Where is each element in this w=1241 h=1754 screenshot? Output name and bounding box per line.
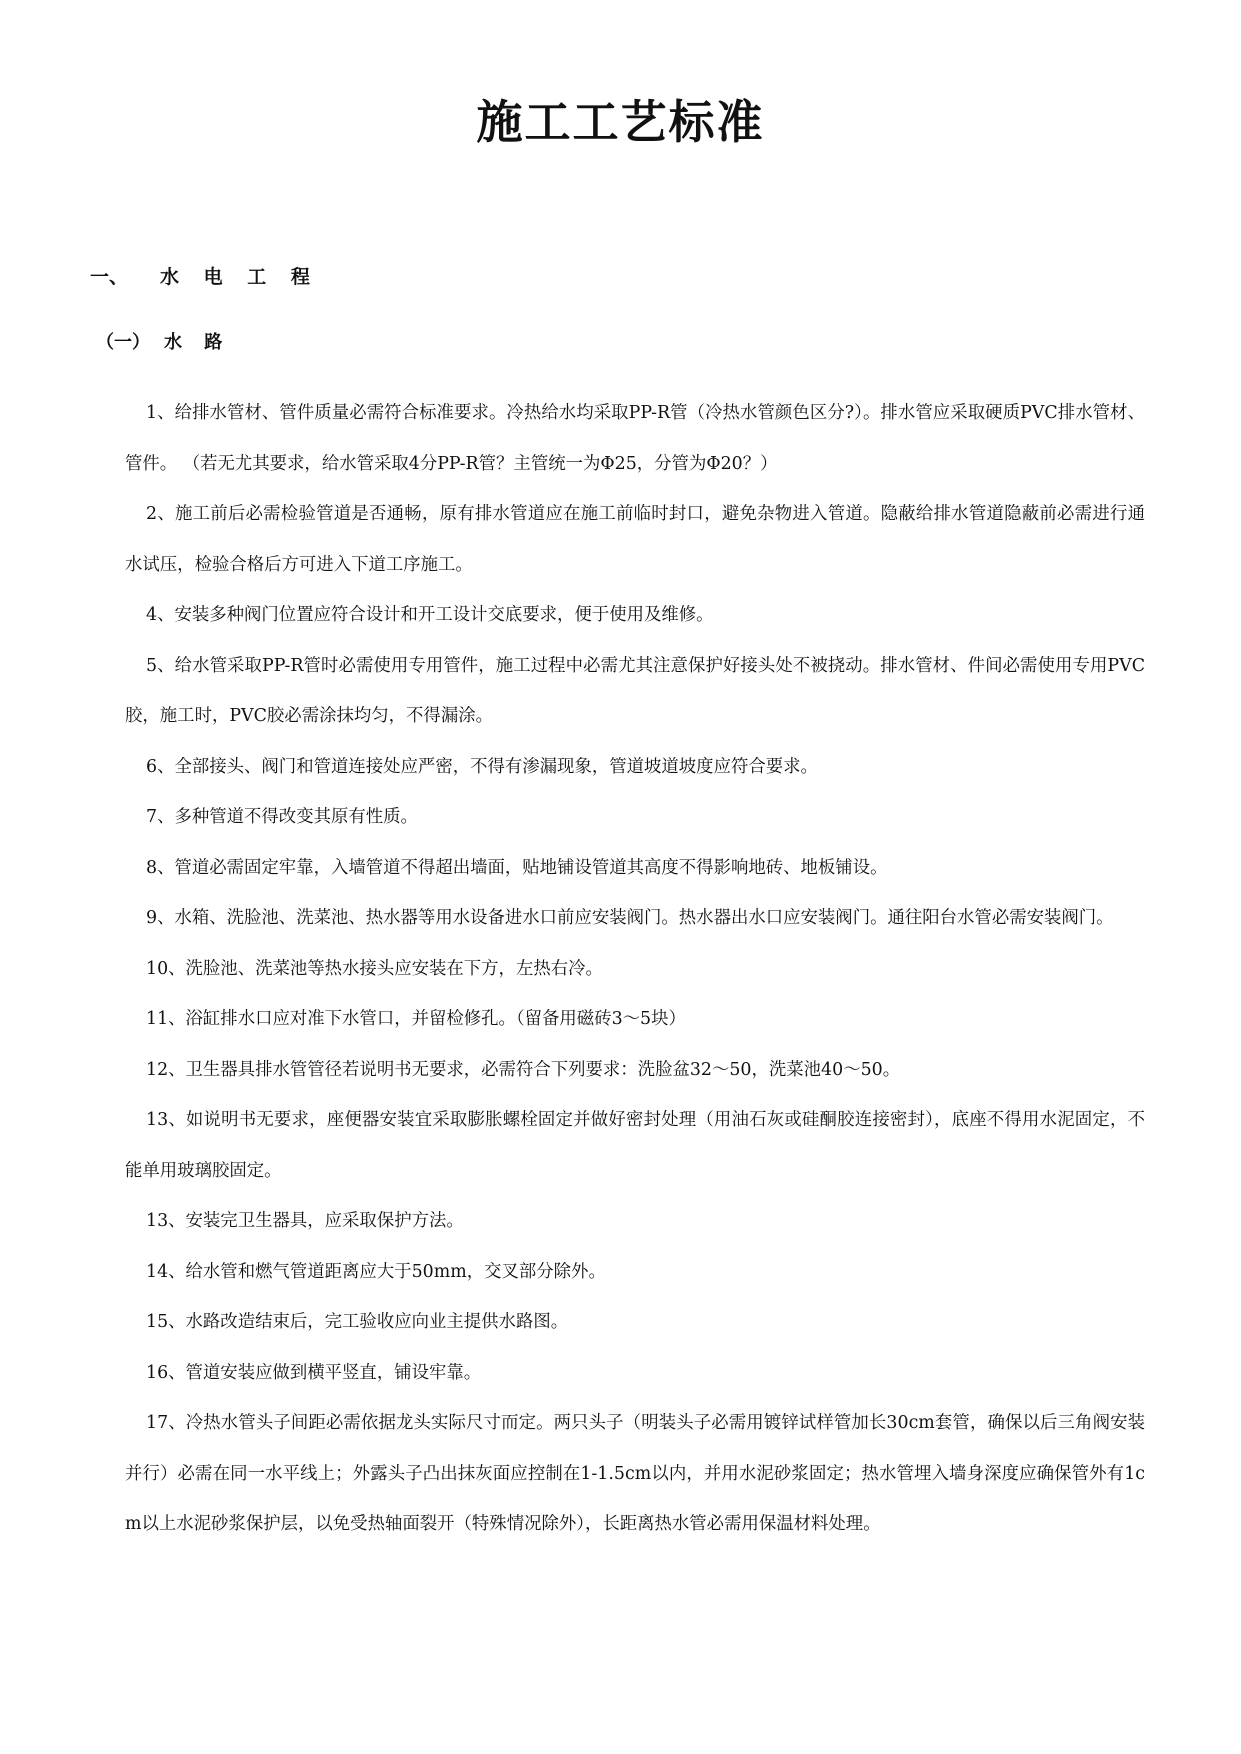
- paragraph: 13、如说明书无要求，座便器安装宜采取膨胀螺栓固定并做好密封处理（用油石灰或硅酮胶连接密封），底座不得用水泥固定，不能单用玻璃胶固定。: [125, 1110, 1145, 1181]
- section-title: 水 电 工 程: [160, 266, 319, 288]
- paragraph: 10、洗脸池、洗菜池等热水接头应安装在下方，左热右冷。: [146, 958, 603, 979]
- paragraph: 12、卫生器具排水管管径若说明书无要求，必需符合下列要求：洗脸盆32～50，洗菜池40～50。: [146, 1059, 901, 1080]
- paragraph: 1、给排水管材、管件质量必需符合标准要求。冷热给水均采取PP-R管（冷热水管颜色区分?）。排水管应采取硬质PVC排水管材、管件。 （若无尤其要求，给水管采取4分PP-R管？主管统一为Φ25，分管为Φ20？）: [125, 403, 1145, 474]
- subsection-number: （一）: [96, 332, 150, 353]
- subsection-title: 水 路: [164, 332, 231, 353]
- paragraph: 11、浴缸排水口应对准下水管口，并留检修孔。（留备用磁砖3～5块）: [146, 1009, 686, 1029]
- subsection-heading: [96, 328, 230, 358]
- paragraph: 7、多种管道不得改变其原有性质。: [146, 807, 418, 827]
- paragraph: 2、施工前后必需检验管道是否通畅，原有排水管道应在施工前临时封口，避免杂物进入管道。隐蔽给排水管道隐蔽前必需进行通水试压，检验合格后方可进入下道工序施工。: [125, 504, 1145, 575]
- paragraph: 5、给水管采取PP-R管时必需使用专用管件，施工过程中必需尤其注意保护好接头处不被挠动。排水管材、件间必需使用专用PVC胶，施工时，PVC胶必需涂抹均匀，不得漏涂。: [125, 655, 1145, 726]
- paragraph: 9、水箱、洗脸池、洗菜池、热水器等用水设备进水口前应安装阀门。热水器出水口应安装阀门。通往阳台水管必需安装阀门。: [146, 908, 1114, 928]
- section-number: 一、: [90, 266, 129, 288]
- paragraph: 13、安装完卫生器具，应采取保护方法。: [146, 1211, 464, 1231]
- paragraph: 8、管道必需固定牢靠，入墙管道不得超出墙面，贴地铺设管道其高度不得影响地砖、地板铺设。: [146, 857, 888, 878]
- paragraph: 14、给水管和燃气管道距离应大于50mm，交叉部分除外。: [146, 1261, 606, 1282]
- document-title: 施工工艺标准: [476, 95, 765, 149]
- paragraph: 6、全部接头、阀门和管道连接处应严密，不得有渗漏现象，管道坡道坡度应符合要求。: [146, 756, 818, 777]
- paragraph: 15、水路改造结束后，完工验收应向业主提供水路图。: [146, 1312, 569, 1332]
- paragraph: 4、安装多种阀门位置应符合设计和开工设计交底要求，便于使用及维修。: [146, 605, 714, 625]
- paragraph: 17、冷热水管头子间距必需依据龙头实际尺寸而定。两只头子（明装头子必需用镀锌试样管加长30cm套管，确保以后三角阀安装并行）必需在同一水平线上；外露头子凸出抹灰面应控制在1-1.5cm以内，并用水泥砂浆固定；热水管埋入墙身深度应确保管外有1cm以上水泥砂浆保护层，以免受热轴面裂开（特殊情况除外），长距离热水管必需用保温材料处理。: [125, 1413, 1145, 1534]
- section-heading: [90, 262, 319, 292]
- paragraph: 16、管道安装应做到横平竖直，铺设牢靠。: [146, 1362, 482, 1383]
- paragraph-list: [125, 388, 1145, 1550]
